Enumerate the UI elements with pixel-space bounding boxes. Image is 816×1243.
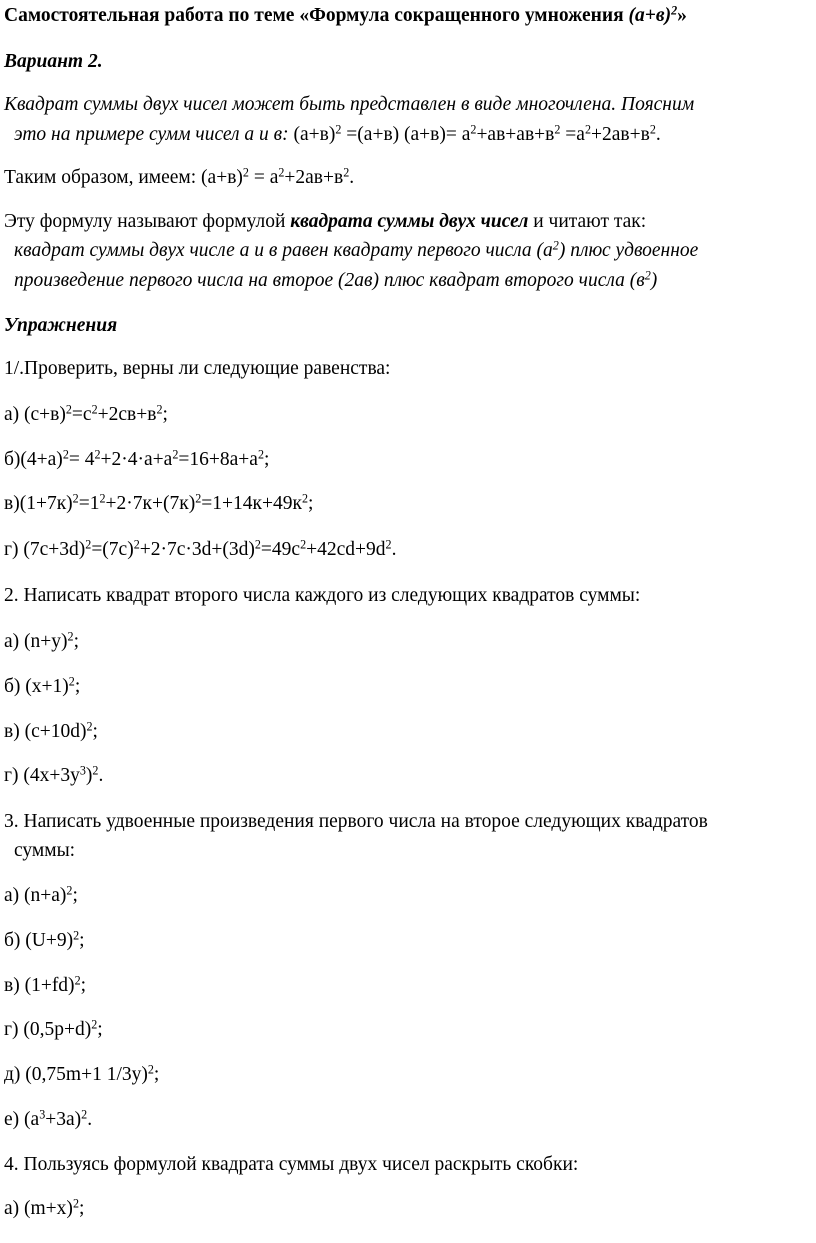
ex2-item-d: г) $(4x+3y^3)^2$. xyxy=(4,763,104,786)
ex3-item-f: е) $(a^3+3a)^2$. xyxy=(4,1107,93,1130)
ex3-title-line-1: 3. Написать удвоенные произведения первого числа на второе следующих квадратов xyxy=(4,811,708,832)
intro-line-4: Эту формулу называют формулой квадрата суммы двух чисел и читают так: xyxy=(4,211,647,232)
ex3-item-e: д) (0,75m+1 1/3y)$^2$; xyxy=(4,1062,160,1085)
ex3-item-a: а) $(n+a)^2$; xyxy=(4,883,78,906)
intro-line-6: произведение первого числа на второе (2ав) плюс квадрат второго числа $(в^2)$ xyxy=(14,268,658,291)
intro-line-3: Таким образом, имеем: $(а+в)^2 = а^2+2ав+в^2$. xyxy=(4,165,355,188)
ex3-item-c: в) $(1+fd)^2$; xyxy=(4,973,87,996)
ex1-item-c: $в)(1+7к)^2=1^2+2\cdot 7к+(7к)^2=1+14к+49к^2$; xyxy=(4,491,314,514)
ex3-item-d: г) $(0,5p+d)^2$; xyxy=(4,1017,103,1040)
intro-line-2: это на примере сумм чисел а и в: $(а+в)^2 =(а+в)$ $(а+в)= а^2+ав+ав+в^2 =а^2+2ав+в^2$. xyxy=(14,122,661,145)
ex3-title-line-2: суммы: xyxy=(14,840,76,861)
ex2-item-a: а) $(n+y)^2$; xyxy=(4,629,79,652)
ex1-title: 1/.Проверить, верны ли следующие равенства: xyxy=(4,358,391,379)
ex1-item-a: а) $(с+в)^2=с^2+2св+в^2$; xyxy=(4,402,168,425)
variant-label: Вариант 2. xyxy=(4,51,103,72)
document-title: Самостоятельная работа по теме «Формула сокращенного умножения $(а+в)^2$» xyxy=(4,3,687,26)
ex4-title: 4. Пользуясь формулой квадрата суммы двух чисел раскрыть скобки: xyxy=(4,1154,579,1175)
ex1-item-b: $б)(4+а)^2= 4^2+2\cdot 4\cdot а+а^2=16+8а+а^2$; xyxy=(4,447,270,470)
ex3-item-b: б) $(U+9)^2$; xyxy=(4,928,85,951)
intro-line-5: квадрат суммы двух числе а и в равен квадрату первого числа $(а^2)$ плюс удвоенное xyxy=(14,238,699,261)
ex2-item-c: в) $(c+10d)^2$; xyxy=(4,719,98,742)
ex1-item-d: г) $(7с+3d)^2=(7с)^2+2\cdot 7с\cdot 3d+(3d)^2=49с^2+42сd+9d^2$. xyxy=(4,537,397,560)
intro-line-1: Квадрат суммы двух чисел может быть представлен в виде многочлена. Поясним xyxy=(4,94,695,115)
ex2-item-b: б) $(x+1)^2$; xyxy=(4,674,81,697)
ex2-title: 2. Написать квадрат второго числа каждого из следующих квадратов суммы: xyxy=(4,585,641,606)
exercises-heading: Упражнения xyxy=(4,315,118,336)
ex4-item-a: а) $(m+x)^2$; xyxy=(4,1196,85,1219)
